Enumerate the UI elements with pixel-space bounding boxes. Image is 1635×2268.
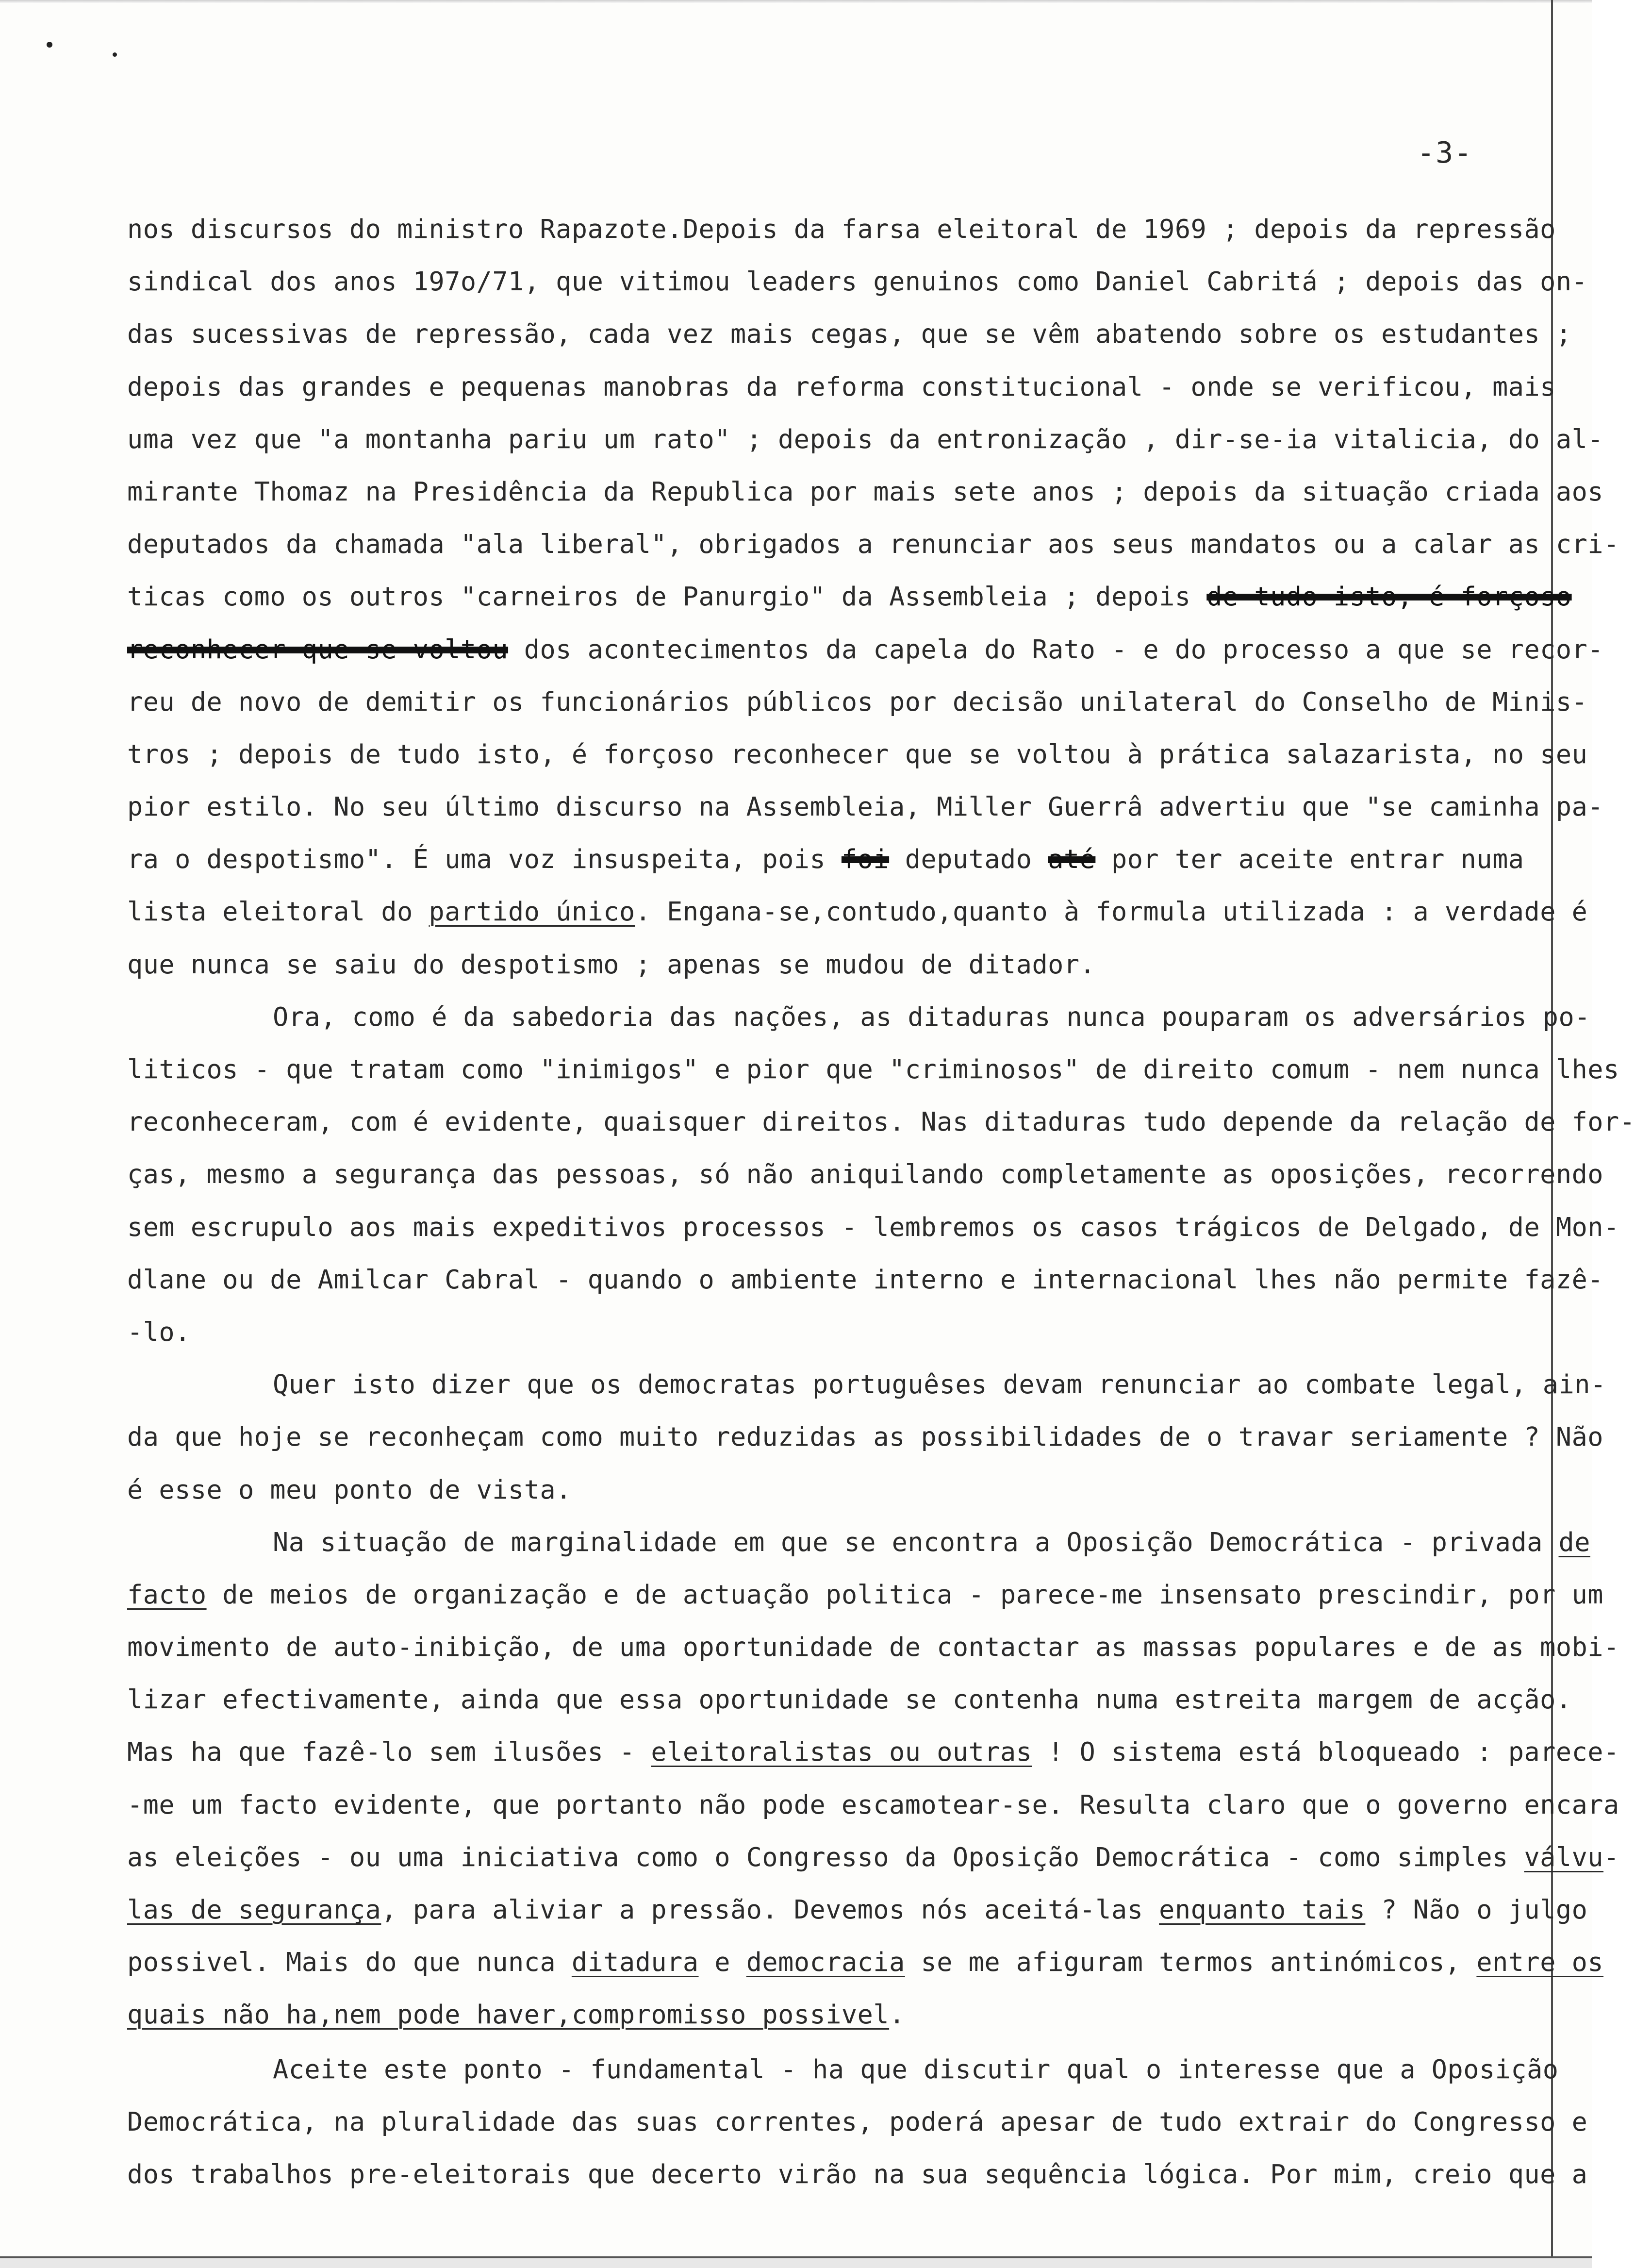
ink-speck	[47, 42, 52, 48]
text-segment: -	[1603, 1841, 1619, 1872]
underlined-text: enquanto tais	[1159, 1894, 1366, 1925]
text-line: reconheceram, com é evidente, quaisquer direitos. Nas ditaduras tudo depende da relação de for-	[127, 1106, 1635, 1137]
text-segment: . Engana-se,contudo,quanto à formula utilizada : a verdade é	[635, 896, 1588, 927]
text-segment: se me afiguram termos antinómicos,	[905, 1947, 1477, 1978]
underlined-text: las de segurança	[127, 1894, 381, 1925]
underlined-text: válvu	[1524, 1841, 1604, 1872]
text-segment: e	[698, 1947, 746, 1978]
ink-speck	[113, 52, 117, 57]
text-segment: ra o despotismo". É uma voz insuspeita, pois	[127, 844, 842, 875]
text-segment: .	[889, 1999, 905, 2030]
text-line: é esse o meu ponto de vista.	[127, 1474, 572, 1505]
text-line	[127, 1936, 1604, 1988]
text-line	[127, 623, 1604, 676]
paragraph-first-line: Ora, como é da sabedoria das nações, as ditaduras nunca pouparam os adversários po-	[273, 1001, 1590, 1032]
struck-out-text: foi	[841, 844, 890, 875]
typed-text-body	[127, 203, 1635, 2201]
text-line	[127, 833, 1554, 885]
text-line: lizar efectivamente, ainda que essa oportunidade se contenha numa estreita margem de acção.	[127, 1684, 1572, 1715]
text-line: reu de novo de demitir os funcionários públicos por decisão unilateral do Conselho de Minis-	[127, 686, 1588, 717]
text-segment: Mas ha que fazê-lo sem ilusões -	[127, 1736, 651, 1768]
text-line	[127, 1568, 1604, 1621]
text-segment: lista eleitoral do	[127, 896, 429, 927]
text-line	[127, 1988, 1554, 2041]
text-line	[127, 1884, 1588, 1936]
page-number: -3-	[1417, 136, 1473, 170]
text-segment: ! O sistema está bloqueado : parece-	[1032, 1736, 1619, 1768]
paragraph-first-line: Aceite este ponto - fundamental - ha que discutir qual o interesse que a Oposição	[273, 2053, 1559, 2085]
text-line: das sucessivas de repressão, cada vez mais cegas, que se vêm abatendo sobre os estudantes ;	[127, 318, 1572, 350]
text-line: uma vez que "a montanha pariu um rato" ; depois da entronização , dir-se-ia vitalicia, do al-	[127, 423, 1604, 454]
text-line: -lo.	[127, 1316, 191, 1347]
text-segment: as eleições - ou uma iniciativa como o Congresso da Oposição Democrática - como simples	[127, 1841, 1524, 1872]
page-top-edge	[0, 0, 1592, 3]
underlined-text: quais não ha,nem pode haver,compromisso possivel	[127, 1999, 890, 2030]
text-line: sindical dos anos 197o/71, que vitimou leaders genuinos como Daniel Cabritá ; depois das on-	[127, 266, 1588, 297]
text-line: nos discursos do ministro Rapazote.Depois da farsa eleitoral de 1969 ; depois da repressão	[127, 214, 1556, 244]
underlined-text: democracia	[746, 1947, 905, 1978]
struck-out-text: até	[1048, 844, 1096, 875]
text-segment: Na situação de marginalidade em que se encontra a Oposição Democrática - privada	[273, 1526, 1559, 1557]
text-segment: de meios de organização e de actuação politica - parece-me insensato prescindir, por um	[206, 1579, 1604, 1610]
underlined-text: facto	[127, 1579, 207, 1610]
text-line: tros ; depois de tudo isto, é forçoso reconhecer que se voltou à prática salazarista, no seu	[127, 738, 1588, 769]
text-segment: deputado	[889, 844, 1048, 875]
paragraph-first-line	[127, 1516, 1590, 1568]
text-segment: ticas como os outros "carneiros de Panurgio" da Assembleia ; depois	[127, 581, 1207, 612]
struck-out-text: de tudo isto, é forçoso	[1206, 581, 1572, 612]
text-line: ças, mesmo a segurança das pessoas, só não aniquilando completamente as oposições, recorrendo	[127, 1159, 1604, 1190]
text-segment: possivel. Mais do que nunca	[127, 1947, 572, 1978]
underlined-text: eleitoralistas ou outras	[651, 1736, 1032, 1768]
underlined-text: de	[1558, 1526, 1590, 1557]
paragraph-first-line: Quer isto dizer que os democratas portuguêses devam renunciar ao combate legal, ain-	[273, 1369, 1606, 1400]
page-bottom-shadow	[0, 2258, 1592, 2268]
text-line: dos trabalhos pre-eleitorais que decerto virão na sua sequência lógica. Por mim, creio que a	[127, 2158, 1588, 2189]
text-line: dlane ou de Amilcar Cabral - quando o ambiente interno e internacional lhes não permite fazê-	[127, 1264, 1604, 1295]
text-segment: ? Não o julgo	[1365, 1894, 1588, 1925]
struck-out-text: reconhecer que se voltou	[127, 634, 509, 665]
text-line	[127, 1726, 1619, 1778]
text-line: depois das grandes e pequenas manobras da reforma constitucional - onde se verificou, mais	[127, 371, 1556, 402]
underlined-text: ditadura	[571, 1947, 699, 1978]
text-segment: por ter aceite entrar numa	[1095, 844, 1524, 875]
text-line	[127, 885, 1588, 938]
text-segment: , para aliviar a pressão. Devemos nós aceitá-las	[381, 1894, 1159, 1925]
text-line	[127, 570, 1572, 623]
underlined-text: entre os	[1476, 1947, 1604, 1978]
text-line: liticos - que tratam como "inimigos" e pior que "criminosos" de direito comum - nem nunca lhes	[127, 1054, 1619, 1084]
text-line: sem escrupulo aos mais expeditivos processos - lembremos os casos trágicos de Delgado, de Mon-	[127, 1211, 1619, 1242]
text-line: que nunca se saiu do despotismo ; apenas se mudou de ditador.	[127, 949, 1096, 980]
text-line: Democrática, na pluralidade das suas correntes, poderá apesar de tudo extrair do Congresso e	[127, 2106, 1588, 2137]
text-line: -me um facto evidente, que portanto não pode escamotear-se. Resulta claro que o governo encara	[127, 1789, 1619, 1820]
text-line	[127, 1831, 1619, 1884]
text-segment: dos acontecimentos da capela do Rato - e do processo a que se recor-	[508, 634, 1604, 665]
text-line: deputados da chamada "ala liberal", obrigados a renunciar aos seus mandatos ou a calar as cri-	[127, 529, 1619, 560]
text-line: pior estilo. No seu último discurso na Assembleia, Miller Guerrâ advertiu que "se caminha pa-	[127, 791, 1604, 822]
text-line: movimento de auto-inibição, de uma oportunidade de contactar as massas populares e de as mobi-	[127, 1632, 1619, 1663]
underlined-text: partido único	[429, 896, 635, 927]
text-line: mirante Thomaz na Presidência da Republica por mais sete anos ; depois da situação criada aos	[127, 476, 1604, 507]
text-line: da que hoje se reconheçam como muito reduzidas as possibilidades de o travar seriamente ? Não	[127, 1421, 1604, 1452]
